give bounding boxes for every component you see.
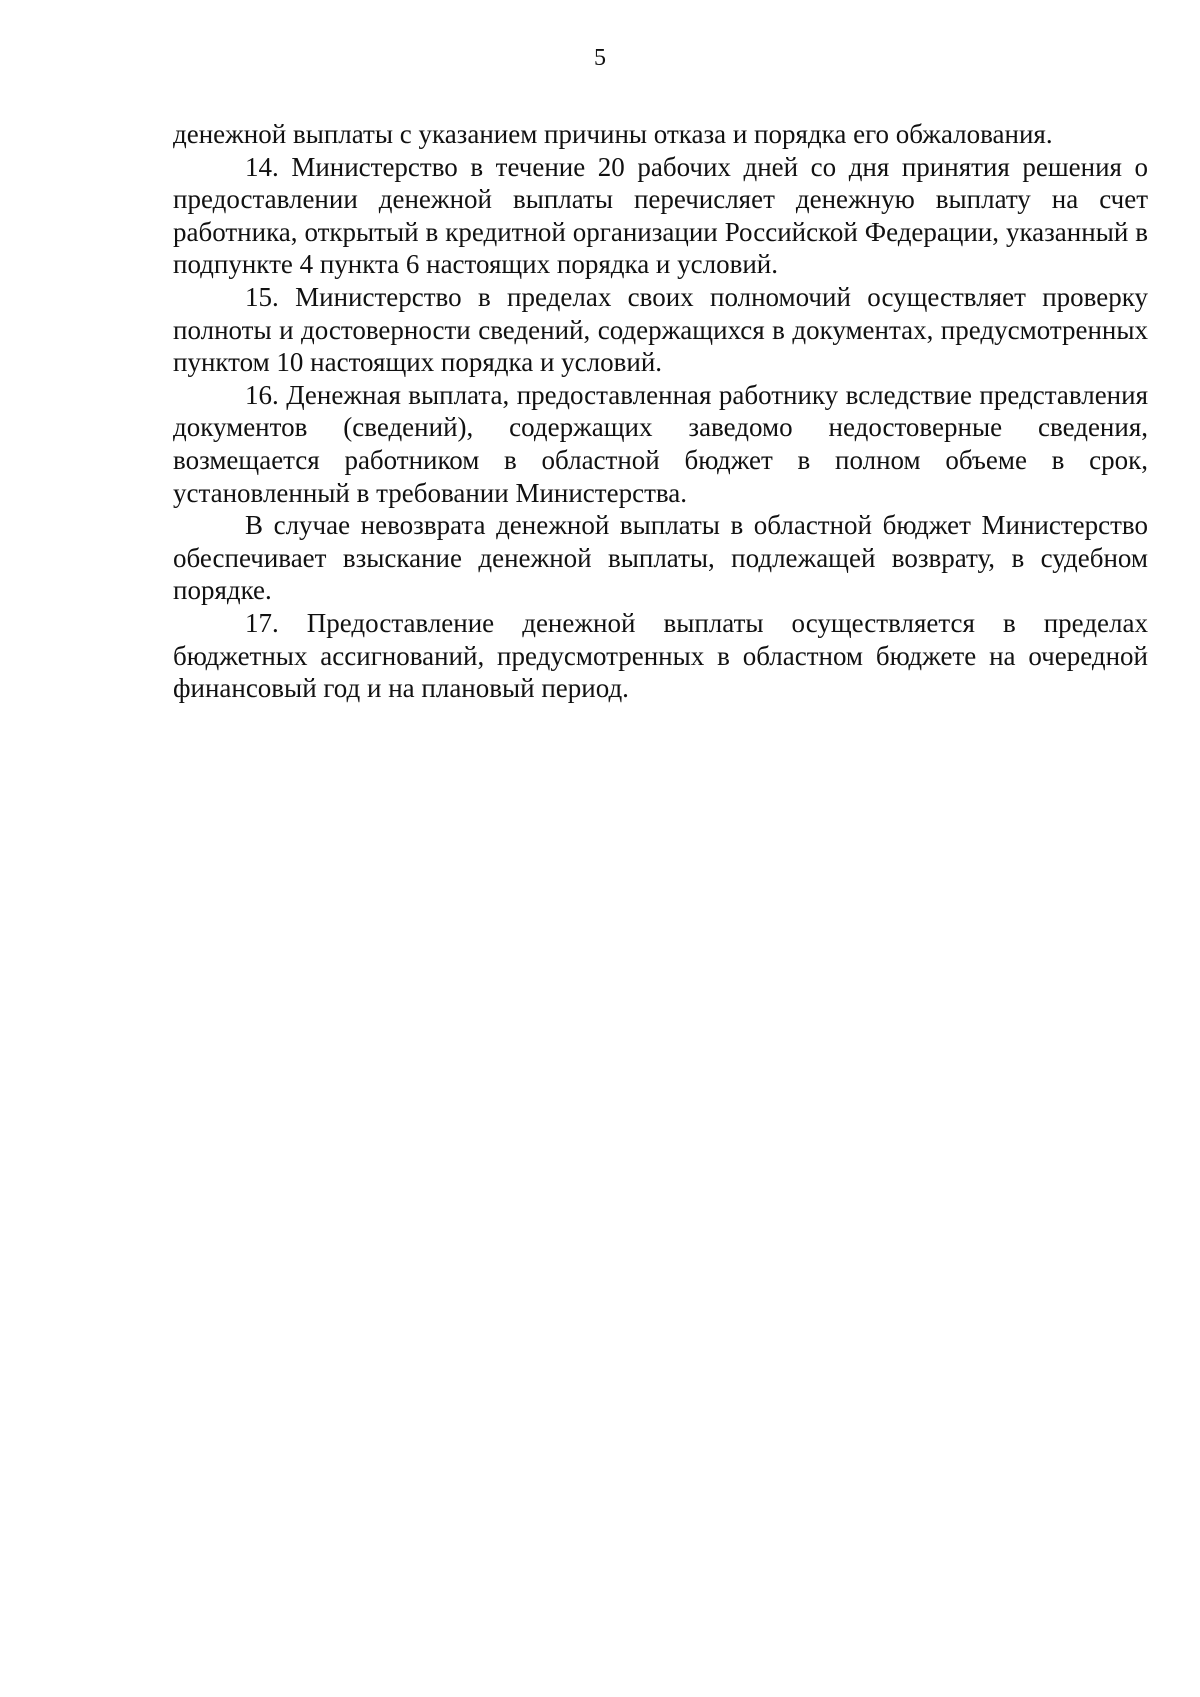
document-body	[173, 118, 1148, 705]
paragraph-continuation: денежной выплаты с указанием причины отказа и порядка его обжалования.	[173, 119, 1053, 149]
paragraph-15: 15. Министерство в пределах своих полномочий осуществляет проверку полноты и достоверности сведений, содержащихся в документах, предусмотренных пунктом 10 настоящих порядка и условий.	[173, 281, 1148, 378]
paragraph-14: 14. Министерство в течение 20 рабочих дней со дня принятия решения о предоставлении денежной выплаты перечисляет денежную выплату на счет работника, открытый в кредитной организации Российской Федерации, указанный в подпункте 4 пункта 6 настоящих порядка и условий.	[173, 151, 1148, 280]
paragraph-17: 17. Предоставление денежной выплаты осуществляется в пределах бюджетных ассигнований, предусмотренных в областном бюджете на очередной финансовый год и на плановый период.	[173, 607, 1148, 704]
paragraph-16-return: В случае невозврата денежной выплаты в областной бюджет Министерство обеспечивает взыскание денежной выплаты, подлежащей возврату, в судебном порядке.	[173, 510, 1148, 606]
paragraph-16: 16. Денежная выплата, предоставленная работнику вследствие представления документов (сведений), содержащих заведомо недостоверные сведения, возмещается работником в областной бюджет в полном объеме в срок, установленный в требовании Министерства.	[173, 379, 1148, 508]
page-number: 5	[594, 45, 606, 71]
